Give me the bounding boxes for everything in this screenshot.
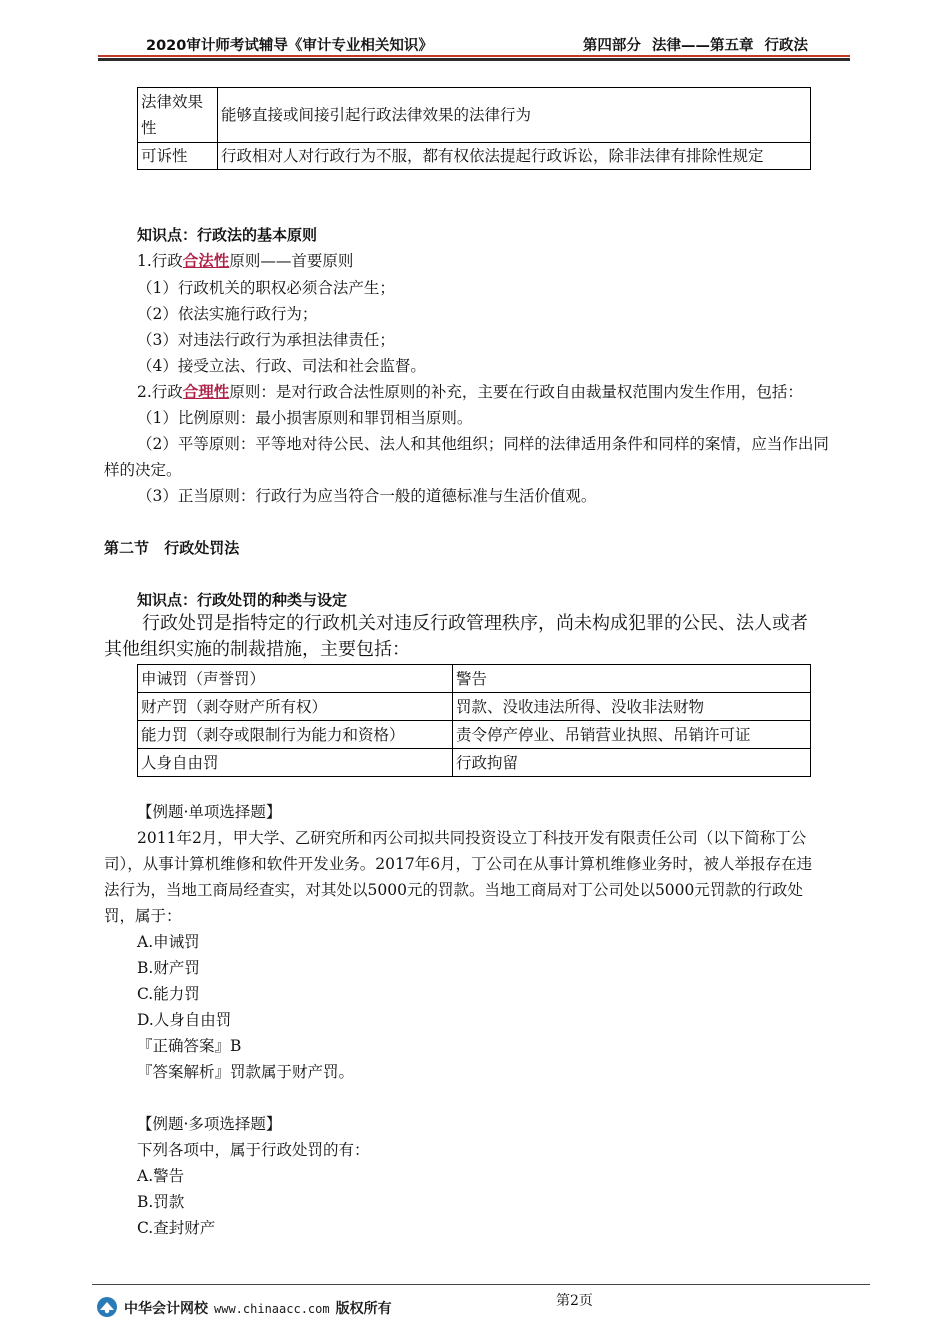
table-cell: 行政相对人对行政行为不服，都有权依法提起行政诉讼，除非法律有排除性规定 [218, 143, 811, 170]
list-item-cont: 样的决定。 [104, 461, 182, 479]
header-rule-red [98, 55, 850, 57]
table-cell: 可诉性 [138, 143, 218, 170]
table-cell: 行政拘留 [453, 749, 811, 777]
list-item: （4）接受立法、行政、司法和社会监督。 [137, 357, 426, 375]
chinaacc-logo-icon [96, 1296, 118, 1318]
header-chapter: 第四部分 法律——第五章 行政法 [582, 38, 808, 54]
table-row [138, 693, 811, 721]
principle-1 [137, 251, 353, 271]
option: B.财产罚 [137, 959, 200, 977]
example-label: 【例题·单项选择题】 [137, 803, 282, 821]
principle-2 [137, 382, 803, 402]
table-cell: 责令停产停业、吊销营业执照、吊销许可证 [453, 721, 811, 749]
list-item: （3）正当原则：行政行为应当符合一般的道德标准与生活价值观。 [137, 487, 597, 505]
table-row [138, 721, 811, 749]
footer-brand [124, 1298, 392, 1318]
table-row [138, 749, 811, 777]
text: 原则：是对行政合法性原则的补充，主要在行政自由裁量权范围内发生作用，包括： [229, 383, 803, 401]
table-cell: 罚款、没收违法所得、没收非法财物 [453, 693, 811, 721]
header-rule-dark [98, 58, 850, 61]
example-label: 【例题·多项选择题】 [137, 1115, 282, 1133]
page-number: 第2页 [556, 1293, 593, 1309]
option: A.申诫罚 [137, 933, 200, 951]
list-item: （2）平等原则：平等地对待公民、法人和其他组织；同样的法律适用条件和同样的案情，应当作出同 [137, 435, 829, 453]
penalty-types-table [137, 664, 811, 777]
table-cell: 能够直接或间接引起行政法律效果的法律行为 [218, 88, 811, 143]
option: B.罚款 [137, 1193, 185, 1211]
kp-heading: 知识点：行政法的基本原则 [137, 226, 318, 244]
example-stem: 法行为，当地工商局经查实，对其处以5000元的罚款。当地工商局对丁公司处以5000元罚款的行政处 [104, 881, 803, 899]
table-cell: 能力罚（剥夺或限制行为能力和资格） [138, 721, 453, 749]
table-cell: 人身自由罚 [138, 749, 453, 777]
list-item: （3）对违法行政行为承担法律责任； [137, 331, 395, 349]
intro-text: 行政处罚是指特定的行政机关对违反行政管理秩序，尚未构成犯罪的公民、法人或者 [142, 613, 808, 634]
answer-analysis: 『答案解析』罚款属于财产罚。 [137, 1063, 355, 1081]
header-title: 2020审计师考试辅导《审计专业相关知识》 [146, 38, 433, 54]
example-stem: 罚，属于： [104, 907, 182, 925]
table-row [138, 143, 811, 170]
cell-text: 性 [141, 119, 157, 137]
intro-text-cont: 其他组织实施的制裁措施，主要包括： [104, 639, 410, 660]
example-stem: 司），从事计算机维修和软件开发业务。2017年6月，丁公司在从事计算机维修业务时，被人举报存在违 [104, 855, 813, 873]
characteristics-table [137, 87, 811, 170]
copyright: 版权所有 [335, 1301, 392, 1317]
page-header [98, 32, 850, 54]
example-stem: 下列各项中，属于行政处罚的有： [137, 1141, 370, 1159]
brand-url[interactable]: www.chinaacc.com [214, 1302, 330, 1316]
text: 原则——首要原则 [229, 252, 354, 270]
table-row [138, 88, 811, 143]
kp-heading: 知识点：行政处罚的种类与设定 [137, 591, 348, 609]
list-item: （2）依法实施行政行为； [137, 305, 318, 323]
text: 2.行政 [137, 383, 183, 401]
table-cell: 警告 [453, 665, 811, 693]
option: A.警告 [137, 1167, 185, 1185]
footer-rule [92, 1284, 870, 1285]
option: C.查封财产 [137, 1219, 216, 1237]
cell-text: 法律效果 [141, 93, 204, 111]
option: D.人身自由罚 [137, 1011, 232, 1029]
table-cell [138, 88, 218, 143]
example-stem: 2011年2月，甲大学、乙研究所和丙公司拟共同投资设立丁科技开发有限责任公司（以下简称丁公 [137, 829, 807, 847]
section-title: 第二节 行政处罚法 [104, 539, 240, 557]
keyword-reasonableness[interactable]: 合理性 [182, 383, 230, 401]
list-item: （1）比例原则：最小损害原则和罪罚相当原则。 [137, 409, 473, 427]
text: 1.行政 [137, 252, 183, 270]
table-row [138, 665, 811, 693]
brand-name: 中华会计网校 [124, 1301, 208, 1317]
table-cell: 申诫罚（声誉罚） [138, 665, 453, 693]
table-cell: 财产罚（剥夺财产所有权） [138, 693, 453, 721]
keyword-legality[interactable]: 合法性 [182, 252, 230, 270]
list-item: （1）行政机关的职权必须合法产生； [137, 279, 395, 297]
option: C.能力罚 [137, 985, 200, 1003]
correct-answer: 『正确答案』B [137, 1037, 242, 1055]
